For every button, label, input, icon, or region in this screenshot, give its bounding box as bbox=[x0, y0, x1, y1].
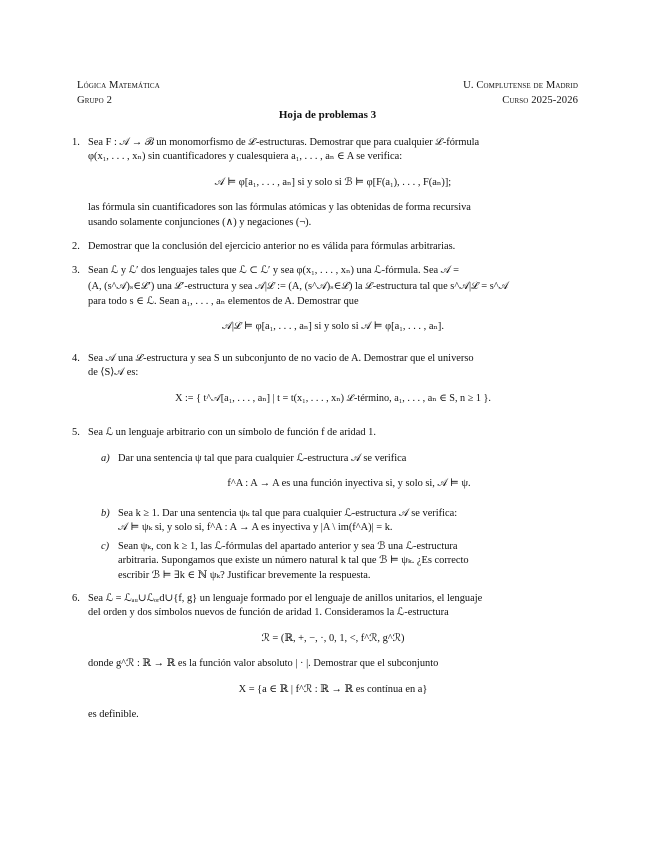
problem-text: usando solamente conjunciones (∧) y negaciones (¬). bbox=[88, 216, 312, 228]
display-formula: 𝒜 ⊨ φ[a₁, . . . , aₙ] si y solo si ℬ ⊨ φ[F(a₁), . . . , F(aₙ)]; bbox=[214, 176, 452, 188]
problem-number: 4. bbox=[72, 353, 80, 364]
problem-text: las fórmula sin cuantificadores son las fórmulas atómicas y las obtenidas de forma recursiva bbox=[88, 202, 471, 214]
problem-number: 3. bbox=[72, 265, 80, 276]
problem-number: 2. bbox=[72, 241, 80, 252]
problem-4 bbox=[72, 352, 578, 406]
display-formula: X = {a ∈ ℝ | f^ℛ : ℝ → ℝ es contínua en a} bbox=[238, 683, 428, 695]
display-formula: X := { t^𝒜[a₁, . . . , aₙ] | t = t(x₁, . . . , xₙ) ℒ-término, a₁, . . . , aₙ ∈ S, n ≥ 1 }. bbox=[175, 392, 491, 404]
problem-text: Sea F : 𝒜 → ℬ un monomorfismo de ℒ-estructuras. Demostrar que para cualquier ℒ-fórmula bbox=[88, 137, 480, 148]
problem-5-part-b bbox=[101, 507, 580, 536]
part-text: Dar una sentencia ψ tal que para cualquier ℒ-estructura 𝒜 se verifica bbox=[118, 453, 407, 464]
problem-text: es definible. bbox=[88, 709, 139, 721]
problem-text: Sea 𝒜 una ℒ-estructura y sea S un subconjunto de no vacio de A. Demostrar que el universo bbox=[88, 353, 474, 364]
problem-text: Sea ℒ un lenguaje arbitrario con un símbolo de función f de aridad 1. bbox=[88, 427, 376, 438]
display-formula: ℛ = (ℝ, +, −, ·, 0, 1, <, f^ℛ, g^ℛ) bbox=[261, 632, 405, 644]
problem-text: donde g^ℛ : ℝ → ℝ es la función valor absoluto | · |. Demostrar que el subconjunto bbox=[88, 658, 439, 670]
problem-6 bbox=[72, 592, 578, 722]
part-text: Sean ψₖ, con k ≥ 1, las ℒ-fórmulas del apartado anterior y sea ℬ una ℒ-estructura bbox=[118, 541, 458, 552]
problem-5-part-a bbox=[101, 452, 580, 492]
problem-3 bbox=[72, 264, 578, 335]
part-label: a) bbox=[101, 453, 110, 464]
problem-number: 5. bbox=[72, 427, 80, 438]
display-formula: 𝒜|ℒ ⊨ φ[a₁, . . . , aₙ] si y solo si 𝒜 ⊨ φ[a₁, . . . , aₙ]. bbox=[222, 321, 444, 333]
course-header bbox=[77, 79, 160, 108]
university-name: U. Complutense de Madrid bbox=[463, 80, 578, 91]
university-header bbox=[463, 79, 578, 108]
problem-2 bbox=[72, 240, 578, 254]
group-name: Grupo 2 bbox=[77, 94, 112, 106]
display-formula: f^A : A → A es una función inyectiva si, y solo si, 𝒜 ⊨ ψ. bbox=[227, 478, 471, 490]
sheet-title: Hoja de problemas 3 bbox=[278, 109, 377, 121]
part-text: 𝒜 ⊨ ψₖ si, y solo si, f^A : A → A es inyectiva y |A \ im(f^A)| = k. bbox=[118, 522, 393, 534]
problem-1 bbox=[72, 136, 578, 230]
course-name: Lógica Matemática bbox=[77, 80, 160, 91]
part-text: Sea k ≥ 1. Dar una sentencia ψₖ tal que para cualquier ℒ-estructura 𝒜 se verifica: bbox=[118, 508, 458, 519]
part-label: b) bbox=[101, 508, 110, 519]
part-text: arbitraria. Supongamos que existe un número natural k tal que ℬ ⊨ ψₖ. ¿Es correcto bbox=[118, 555, 469, 567]
problem-text: Demostrar que la conclusión del ejercicio anterior no es válida para fórmulas arbitrarias. bbox=[88, 241, 456, 252]
problem-number: 6. bbox=[72, 593, 80, 604]
problem-5-part-c bbox=[101, 540, 580, 583]
problem-text: de ⟨S⟩𝒜 es: bbox=[88, 367, 139, 379]
academic-year: Curso 2025-2026 bbox=[502, 94, 578, 106]
problem-text: Sea ℒ = ℒₐᵤ∪ℒₒᵣd∪{f, g} un lenguaje formado por el lenguaje de anillos unitarios, el lenguaje bbox=[88, 593, 483, 604]
part-text: escribir ℬ ⊨ ∃k ∈ ℕ ψₖ? Justificar brevemente la respuesta. bbox=[118, 569, 371, 581]
problem-text: Sean ℒ y ℒ′ dos lenguajes tales que ℒ ⊂ ℒ′ y sea φ(x₁, . . . , xₙ) una ℒ-fórmula. Sea 𝒜 = bbox=[88, 265, 460, 276]
problem-text: φ(x₁, . . . , xₙ) sin cuantificadores y cualesquiera a₁, . . . , aₙ ∈ A se verifica: bbox=[88, 151, 403, 163]
problem-5 bbox=[72, 426, 578, 440]
problem-text: para todo s ∈ ℒ. Sean a₁, . . . , aₙ elementos de A. Demostrar que bbox=[88, 295, 359, 307]
part-label: c) bbox=[101, 541, 110, 552]
problem-number: 1. bbox=[72, 137, 80, 148]
problem-text: (A, (s^𝒜)ₛ∈ℒ′) una ℒ′-estructura y sea 𝒜|ℒ := (A, (s^𝒜)ₛ∈ℒ) la ℒ-estructura tal que s^𝒜|ℒ = s^𝒜 bbox=[88, 281, 509, 293]
problem-text: del orden y dos símbolos nuevos de función de aridad 1. Consideramos la ℒ-estructura bbox=[88, 607, 449, 619]
